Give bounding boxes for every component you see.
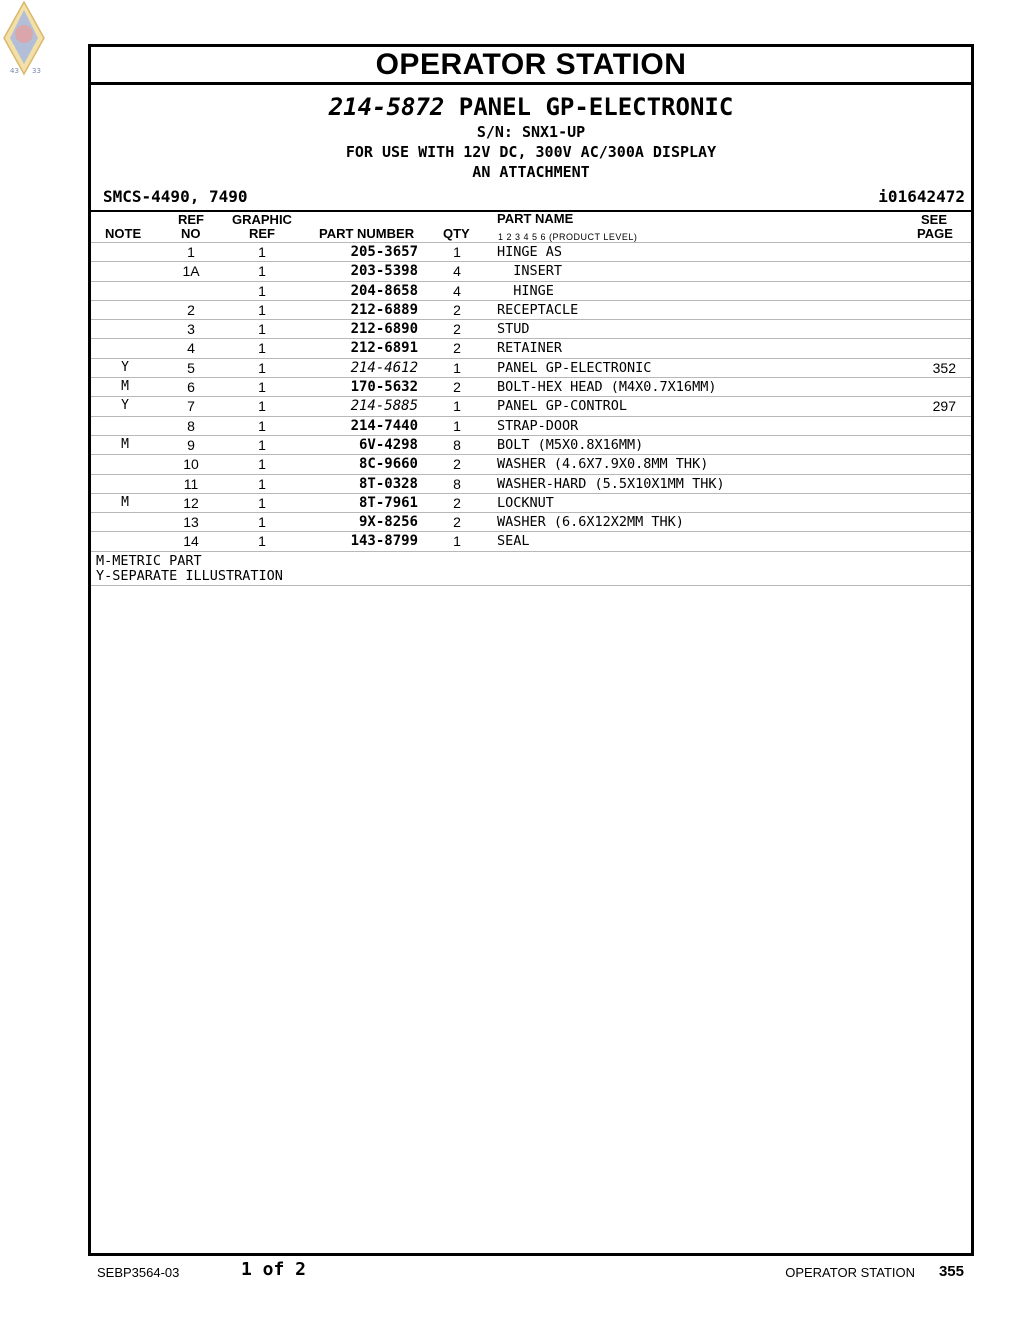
table-row — [91, 281, 971, 300]
graphic-ref-cell: 1 — [258, 282, 266, 299]
note-cell: M — [121, 379, 129, 395]
header-part-name: PANEL GP-ELECTRONIC — [458, 93, 734, 121]
ref-no-cell: 9 — [187, 436, 195, 453]
graphic-ref-cell: 1 — [258, 398, 266, 415]
part-number-cell: 8T-0328 — [358, 475, 418, 492]
qty-cell: 2 — [453, 340, 461, 357]
notes-legend — [91, 551, 971, 586]
col-qty: QTY — [443, 226, 470, 241]
table-row — [91, 261, 971, 280]
col-part-name: PART NAME — [497, 211, 574, 226]
logo-icon — [0, 0, 48, 80]
note-cell: Y — [121, 398, 129, 414]
note-metric: M-METRIC PART — [96, 552, 202, 569]
graphic-ref-cell: 1 — [258, 244, 266, 260]
qty-cell: 1 — [453, 417, 461, 434]
part-name-cell: RETAINER — [497, 340, 563, 357]
table-row — [91, 319, 971, 338]
table-row — [91, 396, 971, 415]
part-number-cell: 203-5398 — [350, 263, 418, 280]
note-cell: M — [121, 436, 129, 452]
table-row — [91, 531, 971, 550]
part-name-cell: LOCKNUT — [497, 494, 554, 511]
part-name-cell: BOLT-HEX HEAD (M4X0.7X16MM) — [497, 379, 717, 396]
col-part-number: PART NUMBER — [319, 226, 415, 241]
part-number-cell: 8T-7961 — [358, 494, 418, 511]
attachment-note: AN ATTACHMENT — [472, 163, 590, 181]
part-name-cell: BOLT (M5X0.8X16MM) — [497, 436, 644, 453]
page-footer — [0, 1256, 1020, 1286]
graphic-ref-cell: 1 — [258, 436, 266, 453]
graphic-ref-cell: 1 — [258, 475, 266, 492]
qty-cell: 1 — [453, 244, 461, 260]
qty-cell: 8 — [453, 436, 461, 453]
table-row — [91, 435, 971, 454]
footer-section: OPERATOR STATION — [785, 1265, 915, 1280]
serial-number: S/N: SNX1-UP — [476, 123, 586, 141]
ref-no-cell: 6 — [187, 379, 195, 396]
qty-cell: 4 — [453, 263, 461, 280]
part-name-cell: WASHER (4.6X7.9X0.8MM THK) — [497, 456, 709, 473]
page-frame — [88, 44, 974, 1256]
graphic-ref-cell: 1 — [258, 340, 266, 357]
qty-cell: 2 — [453, 514, 461, 531]
col-note: NOTE — [105, 226, 142, 241]
qty-cell: 4 — [453, 282, 461, 299]
part-name-cell: WASHER-HARD (5.5X10X1MM THK) — [497, 475, 725, 492]
table-row — [91, 474, 971, 493]
see-page-cell[interactable]: 297 — [932, 398, 956, 415]
page-number: 355 — [938, 1263, 964, 1280]
part-name-cell: STRAP-DOOR — [497, 417, 579, 434]
table-row — [91, 377, 971, 396]
col-ref-top: REF — [178, 212, 204, 227]
table-row — [91, 454, 971, 473]
ref-no-cell: 8 — [187, 417, 195, 434]
parts-table — [91, 242, 971, 551]
table-row — [91, 493, 971, 512]
ref-no-cell: 10 — [183, 456, 199, 473]
col-product-levels: 1 2 3 4 5 6 (PRODUCT LEVEL) — [498, 232, 638, 242]
part-number-cell: 6V-4298 — [358, 436, 418, 453]
page-title: OPERATOR STATION — [91, 47, 971, 85]
graphic-ref-cell: 1 — [258, 533, 266, 550]
table-row — [91, 358, 971, 377]
qty-cell: 2 — [453, 494, 461, 511]
document-id: SEBP3564-03 — [97, 1265, 180, 1280]
qty-cell: 1 — [453, 359, 461, 376]
qty-cell: 2 — [453, 379, 461, 396]
table-row — [91, 300, 971, 319]
graphic-ref-cell: 1 — [258, 321, 266, 338]
logo-right-number: 33 — [32, 67, 41, 75]
part-number-cell: 9X-8256 — [358, 514, 418, 531]
ref-no-cell: 7 — [187, 398, 195, 415]
part-number-cell: 212-6890 — [350, 321, 418, 338]
header-title — [91, 93, 971, 121]
part-number-cell: 212-6891 — [350, 340, 418, 357]
part-number-cell: 8C-9660 — [358, 456, 418, 473]
ref-no-cell: 12 — [183, 494, 199, 511]
see-page-cell[interactable]: 352 — [932, 359, 956, 376]
graphic-ref-cell: 1 — [258, 359, 266, 376]
note-cell: M — [121, 494, 129, 510]
part-number-cell: 214-7440 — [350, 417, 418, 434]
col-see-bottom: PAGE — [917, 226, 953, 241]
qty-cell: 1 — [453, 533, 461, 550]
col-graphic-top: GRAPHIC — [232, 212, 292, 227]
qty-cell: 2 — [453, 456, 461, 473]
graphic-ref-cell: 1 — [258, 263, 266, 280]
column-headers — [91, 212, 971, 242]
table-row — [91, 242, 971, 261]
header-part-number: 214-5872 — [328, 93, 445, 121]
qty-cell: 1 — [453, 398, 461, 415]
part-number-cell: 214-4612 — [350, 359, 418, 376]
graphic-ref-cell: 1 — [258, 514, 266, 531]
part-name-cell: PANEL GP-ELECTRONIC — [497, 359, 652, 376]
note-separate: Y-SEPARATE ILLUSTRATION — [96, 567, 283, 584]
part-number-cell: 214-5885 — [350, 398, 418, 415]
graphic-ref-cell: 1 — [258, 456, 266, 473]
ref-no-cell: 2 — [187, 301, 195, 318]
part-name-cell: WASHER (6.6X12X2MM THK) — [497, 514, 684, 531]
ref-no-cell: 4 — [187, 340, 195, 357]
note-cell: Y — [121, 359, 129, 375]
graphic-ref-cell: 1 — [258, 301, 266, 318]
graphic-ref-cell: 1 — [258, 379, 266, 396]
smcs-code: SMCS-4490, 7490 — [103, 187, 248, 206]
col-see-top: SEE — [921, 212, 948, 227]
part-name-cell: SEAL — [497, 533, 530, 550]
qty-cell: 8 — [453, 475, 461, 492]
table-row — [91, 512, 971, 531]
table-row — [91, 416, 971, 435]
ref-no-cell: 3 — [187, 321, 195, 338]
parts-header — [91, 85, 971, 212]
part-number-cell: 170-5632 — [350, 379, 418, 396]
part-name-cell: HINGE AS — [497, 244, 563, 260]
illustration-id: i01642472 — [878, 187, 965, 206]
ref-no-cell: 1 — [187, 244, 195, 260]
ref-no-cell: 11 — [183, 475, 199, 492]
part-name-cell: PANEL GP-CONTROL — [497, 398, 628, 415]
part-number-cell: 205-3657 — [350, 244, 418, 260]
part-name-cell: HINGE — [497, 282, 554, 299]
usage-note: FOR USE WITH 12V DC, 300V AC/300A DISPLAY — [345, 143, 717, 161]
graphic-ref-cell: 1 — [258, 494, 266, 511]
ref-no-cell: 13 — [183, 514, 199, 531]
part-name-cell: STUD — [497, 321, 530, 338]
part-name-cell: INSERT — [497, 263, 563, 280]
graphic-ref-cell: 1 — [258, 417, 266, 434]
part-number-cell: 204-8658 — [350, 282, 418, 299]
ref-no-cell: 1A — [182, 263, 200, 280]
part-number-cell: 143-8799 — [350, 533, 418, 550]
qty-cell: 2 — [453, 301, 461, 318]
ref-no-cell: 14 — [183, 533, 199, 550]
col-ref-bottom: NO — [181, 226, 201, 241]
part-name-cell: RECEPTACLE — [497, 301, 579, 318]
table-row — [91, 338, 971, 357]
col-graphic-bottom: REF — [249, 226, 275, 241]
page-of: 1 of 2 — [241, 1259, 307, 1280]
logo-left-number: 43 — [10, 67, 19, 75]
part-number-cell: 212-6889 — [350, 301, 418, 318]
ref-no-cell: 5 — [187, 359, 195, 376]
qty-cell: 2 — [453, 321, 461, 338]
